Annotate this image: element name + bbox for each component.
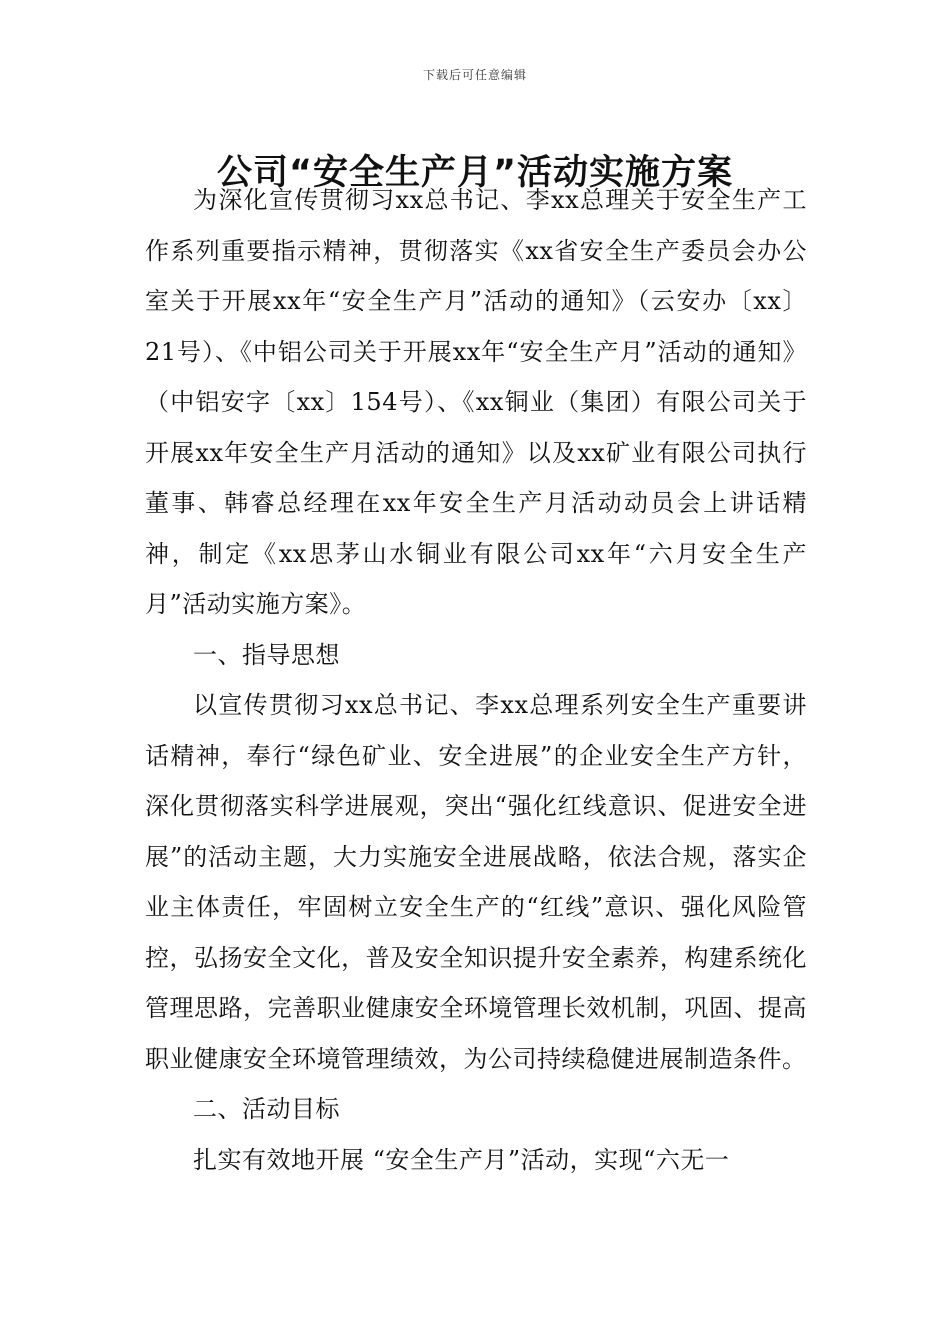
section-heading-activity-goals: 二、活动目标 xyxy=(193,1095,340,1123)
document-body xyxy=(145,175,807,1185)
header-note: 下载后可任意编辑 xyxy=(422,68,527,82)
guiding-ideology-paragraph: 以宣传贯彻习xx总书记、李xx总理系列安全生产重要讲话精神，奉行“绿色矿业、安全进展”的企业安全生产方针，深化贯彻落实科学进展观，突出“强化红线意识、促进安全进展”的活动主题，大力实施安全进展战略，依法合规，落实企业主体责任，牢固树立安全生产的“红线”意识、强化风险管控，弘扬安全文化，普及安全知识提升安全素养，构建系统化管理思路，完善职业健康安全环境管理长效机制，巩固、提高职业健康安全环境管理绩效，为公司持续稳健进展制造条件。 xyxy=(145,691,807,1073)
section-heading-guiding-ideology: 一、指导思想 xyxy=(193,640,340,669)
activity-goals-paragraph: 扎实有效地开展 “安全生产月”活动，实现“六无一 xyxy=(193,1145,730,1174)
intro-paragraph: 为深化宣传贯彻习xx总书记、李xx总理关于安全生产工作系列重要指示精神，贯彻落实《xx省安全生产委员会办公室关于开展xx年“安全生产月”活动的通知》（云安办〔xx〕21号）、《中铝公司关于开展xx年“安全生产月”活动的通知》（中铝安字〔xx〕154号）、《xx铜业（集团）有限公司关于开展xx年安全生产月活动的通知》以及xx矿业有限公司执行董事、韩睿总经理在xx年安全生产月活动动员会上讲话精神，制定《xx思茅山水铜业有限公司xx年“六月安全生产月”活动实施方案》。 xyxy=(145,186,807,618)
document-title: 公司“安全生产月”活动实施方案 xyxy=(216,153,733,194)
